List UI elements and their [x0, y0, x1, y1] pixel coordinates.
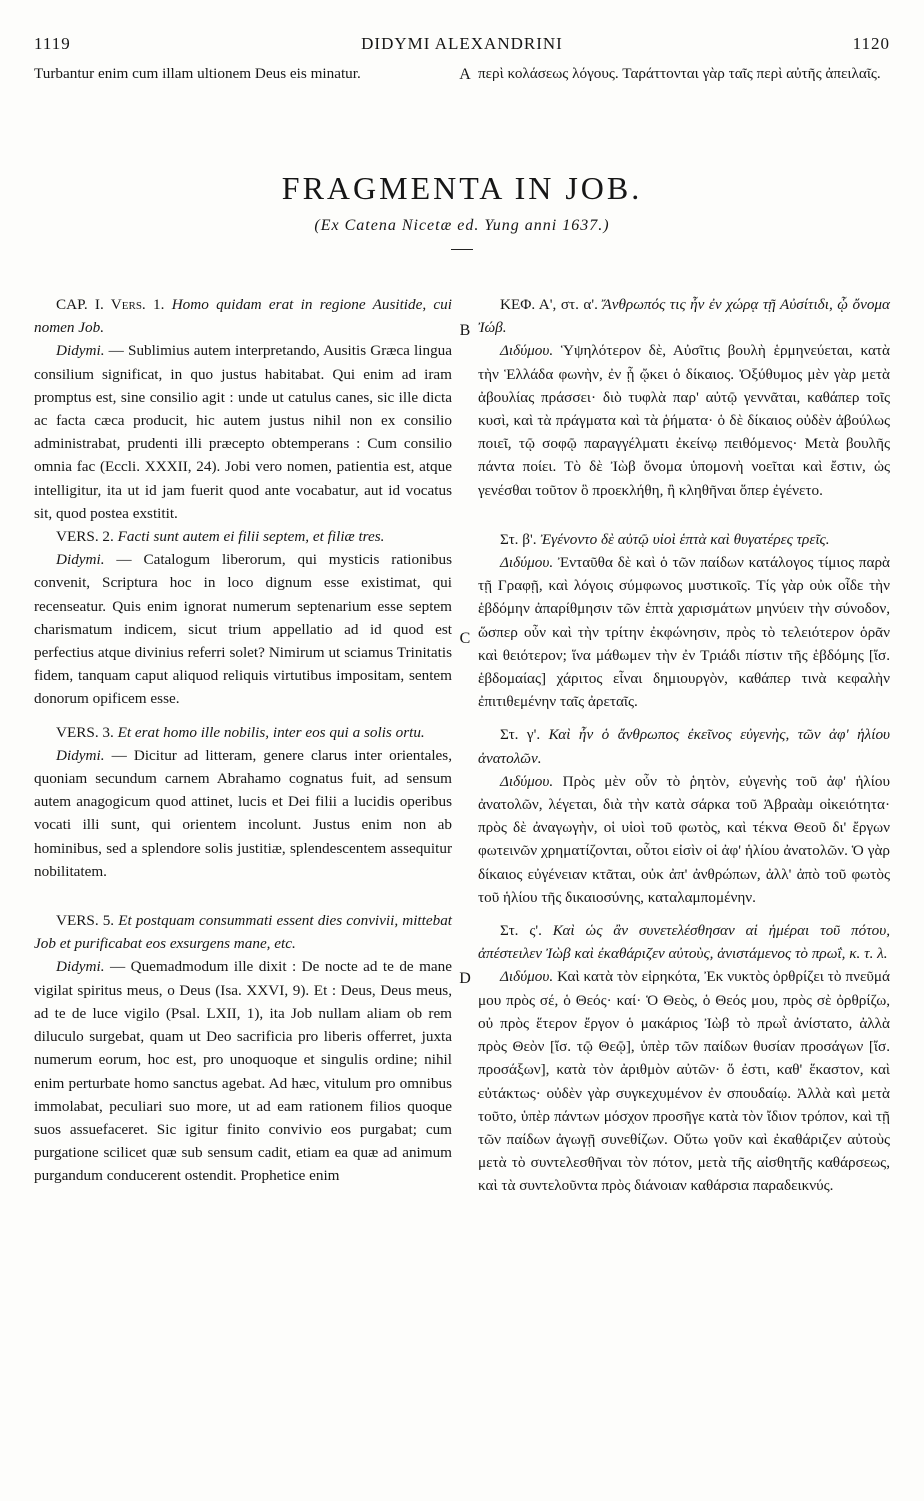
- latin-v3-text: — Dicitur ad litteram, genere clarus inter orientales, quoniam secundum carnem Abrahamo cognatus fuit, ad sensum autem anagogicum quod attinet, lucis et Dei filii a lucidis operibus vocati illi sunt, qui orientem incolunt. Justus enim non ab hominibus, sed a splendore solis justitiæ, splendescentem assequitur nobilitatem.: [34, 746, 453, 880]
- greek-v2-text: Ἐνταῦθα δὲ καὶ ὁ τῶν παίδων κατάλογος τίμιος παρὰ τῇ Γραφῇ, καὶ λόγοις σύμφωνος μυστικοῖς. Τίς γὰρ οὐκ οἶδε τὴν ἑβδόμην ἀπαρίθμησιν τῶν ἑπτὰ χαρισμάτων μηνύειν τὴν σύνοδον, ὥσπερ οὖν καὶ τὴν τρίτην ἐκφώνησιν, πρὸς τὸ τελειότερον ὁρᾶν καὶ θειότερον; ἵνα μάθωμεν τὴν ἐν Τριάδι πίστιν τῆς ἑβδόμης [ἴσ. ἑβδομαίας] χάριτος εἶναι δημιουργὸν, καθάπερ τινὰ κεφαλὴν ἐπιτιθεμένην ταῖς ἀρεταῖς.: [478, 554, 890, 711]
- greek-cap1-text: Ὑψηλότερον δὲ, Αὐσῖτις βουλὴ ἑρμηνεύεται, κατὰ τὴν Ἑλλάδα φωνὴν, ἐν ᾗ ᾤκει ὁ δίκαιος. Ὀξύθυμος μὲν γὰρ μετὰ ἀβουλίας πράσσει· διὸ τυφλὰ παρ' αὐτῷ γεννᾶται, καθάπερ τοῖς κυσὶ, καὶ τὰ πράγματα καὶ τὰ ῥήματα· ὁ δὲ δίκαιος οὐδὲν ἀβούλως ποιεῖ, τῷ σοφῷ παραγγέλματι ἐκείνῳ πειθόμενος· Μετὰ βουλῆς πάντα ποίει. Τὸ δὲ Ἰὼβ ὄνομα ὑπομονὴ νοεῖται καὶ ἔστιν, ὡς γενέσθαι τοῦτον ὃ προεκλήθη, ἢ κληθῆναι ὅπερ ἐγένετο.: [478, 342, 890, 499]
- latin-v3-lemma: [34, 721, 452, 744]
- latin-cap1-lemma-text: Homo quidam erat in regione Ausitide, cui nomen Job.: [34, 296, 452, 337]
- latin-v5-text: — Quemadmodum ille dixit : De nocte ad te de mane vigilat spiritus meus, o Deus (Isa. XXVI, 9). Et : Deus, Deus meus, ad te de luce vigilo (Psal. LXII, 1), ita Job nullam aliam ob rem diluculo surgebat, quam ut Deo sacrificia pro liberis offerret, juxta numerum eorum, hoc est, pro unoquoque et singulis ordine; nihil enim perturbate homo sanctus agebat. Ad hæc, vitulum pro omnibus immolabat, peculiari suo more, ut ad eam rationem filios quoque suos assuefaceret. Sic igitur finito convivio eos purgabat; cum purgatione scilicet quæ sub sensum cadit, etiam ea quæ ad animum purgandum conducerent ostendit. Prophetice enim: [34, 958, 453, 1185]
- latin-v3-lemma-text: Et erat homo ille nobilis, inter eos qui a solis ortu.: [117, 723, 425, 741]
- latin-column: [34, 293, 452, 1188]
- latin-cap1-label: Didymi.: [56, 342, 105, 360]
- greek-v5-comment: [478, 965, 890, 1197]
- greek-cap1-label: Διδύμου.: [500, 342, 554, 360]
- greek-v2-heading: Στ. β'.: [500, 530, 537, 548]
- greek-v3-lemma: [478, 723, 890, 769]
- top-greek-text: περὶ κολάσεως λόγους. Ταράττονται γὰρ ταῖς περὶ αὐτῆς ἀπειλαῖς.: [478, 65, 881, 82]
- greek-v5-lemma-text: Καὶ ὡς ἂν συνετελέσθησαν αἱ ἡμέραι τοῦ πότου, ἀπέστειλεν Ἰὼβ καὶ ἐκαθάριζεν αὐτοὺς, ἀνιστάμενος τὸ πρωΐ, κ. τ. λ.: [478, 922, 891, 963]
- latin-cap1-text: — Sublimius autem interpretando, Ausitis Græca lingua consilium significat, in quo justus habitabat. Qui enim ad iram promptus est, sine consilio agit : unde ut catulus canes, sic ille dicta ac facta cæca producit, hic autem justus nihil non ex consilio administrabat, prudenti illi præcepto obtemperans : Cum consilio omnia fac (Eccli. XXXII, 24). Jobi vero nomen, patientia est, atque intelligitur, ita ut id jam fuerit quod ante vocabatur, aut id vocatus sit, quod postea exstitit.: [34, 342, 452, 522]
- latin-cap1-lemma: [34, 293, 452, 339]
- main-title: FRAGMENTA IN JOB.: [281, 170, 643, 206]
- latin-v2-label: Didymi.: [56, 551, 105, 569]
- margin-letter-d: D: [459, 970, 471, 987]
- latin-v5-comment: [34, 955, 452, 1187]
- latin-v3-comment: [34, 744, 452, 883]
- title-rule: [451, 249, 473, 250]
- running-head: [34, 34, 890, 58]
- greek-v2-lemma: [478, 528, 890, 551]
- left-page-number: 1119: [34, 34, 71, 53]
- latin-cap1-heading: CAP. I. Vers. 1.: [56, 296, 165, 313]
- margin-letter-c: C: [459, 630, 471, 647]
- top-latin-text: Turbantur enim cum illam ultionem Deus eis minatur.: [34, 65, 361, 82]
- greek-v2-lemma-text: Ἐγένοντο δὲ αὐτῷ υἱοὶ ἑπτὰ καὶ θυγατέρες τρεῖς.: [540, 530, 830, 548]
- top-greek-column: [478, 62, 890, 85]
- greek-column: [478, 293, 890, 1198]
- greek-v5-heading: Στ. ς'.: [500, 922, 542, 940]
- latin-v5-heading: VERS. 5.: [56, 912, 115, 930]
- greek-v3-text: Πρὸς μὲν οὖν τὸ ῥητὸν, εὐγενὴς τοῦ ἀφ' ἡλίου ἀνατολῶν, λέγεται, διὰ τὴν κατὰ σάρκα τοῦ Ἀβραὰμ οἰκειότητα· πρὸς δὲ ἀναγωγὴν, οἱ υἱοὶ τοῦ φωτὸς, καὶ τέκνα Θεοῦ δι' ἔργων φωτεινῶν χρηματίζονται, οὗτοι εἰσὶν οἱ ἀφ' ἡλίου ἀνατολῶν. Ὁ γὰρ δίκαιος εὐγένειαν κτᾶται, οὐκ ἀπ' ἀνθρώπων, ἀλλ' ἀπὸ τοῦ φωτὸς τοῦ ἡλίου τῆς δικαιοσύνης, καταλαμπομένην.: [478, 772, 890, 906]
- greek-v3-comment: [478, 770, 890, 909]
- latin-cap1-comment: [34, 339, 452, 525]
- latin-v2-heading: VERS. 2.: [56, 528, 114, 546]
- greek-v2-comment: [478, 551, 890, 713]
- margin-letter-a: A: [459, 66, 471, 83]
- greek-cap1-lemma-text: Ἄνθρωπός τις ἦν ἐν χώρᾳ τῇ Αὐσίτιδι, ᾧ ὄνομα Ἰώβ.: [478, 296, 891, 337]
- latin-v5-label: Didymi.: [56, 958, 105, 976]
- right-page-number: 1120: [852, 34, 890, 53]
- latin-v3-label: Didymi.: [56, 746, 105, 764]
- latin-v5-lemma: [34, 909, 452, 955]
- greek-v3-heading: Στ. γ'.: [500, 726, 541, 744]
- latin-v5-lemma-text: Et postquam consummati essent dies convivii, mittebat Job et purificabat eos exsurgens mane, etc.: [34, 912, 453, 953]
- margin-letter-b: B: [459, 322, 471, 339]
- greek-cap1-lemma: [478, 293, 890, 339]
- title-block: [0, 170, 924, 250]
- greek-v5-label: Διδύμου.: [500, 968, 554, 986]
- greek-v2-label: Διδύμου.: [500, 554, 554, 572]
- latin-v2-lemma-text: Facti sunt autem ei filii septem, et filiæ tres.: [117, 528, 385, 546]
- subtitle: (Ex Catena Nicetæ ed. Yung anni 1637.): [314, 217, 610, 234]
- latin-v3-heading: VERS. 3.: [56, 723, 114, 741]
- greek-v3-lemma-text: Καὶ ἦν ὁ ἄνθρωπος ἐκεῖνος εὐγενὴς, τῶν ἀφ' ἡλίου ἀνατολῶν.: [478, 726, 891, 767]
- running-title: DIDYMI ALEXANDRINI: [361, 34, 563, 53]
- greek-v5-lemma: [478, 919, 890, 965]
- latin-v2-lemma: [34, 525, 452, 548]
- greek-v5-text: Καὶ κατὰ τὸν εἰρηκότα, Ἐκ νυκτὸς ὀρθρίζει τὸ πνεῦμά μου πρὸς σέ, ὁ Θεός· καί· Ὁ Θεὸς, ὁ Θεός μου, πρὸς σὲ ὀρθρίζω, οὐ πρὸς ἕτερον ἔργον ὁ μακάριος Ἰὼβ τὸ πρωῒ ἀνίστατο, ἀλλὰ πρὸς Θεὸν [ἴσ. τῷ Θεῷ], ὑπὲρ τῶν παίδων θυσίαν προσάγων [ἴσ. προσάξων], κατὰ τὸν ἀριθμὸν αὐτῶν· ὅ ἐστι, καθ' ἕκαστον, καὶ εὐτάκτως· οὐδὲν γὰρ συγκεχυμένον ἐν σπουδαίῳ. Ἀλλὰ καὶ μετὰ τοῦτο, ὑπὲρ πάντων μόσχον προσῆγε κατὰ τὸν ἴδιον τρόπον, καὶ τῇ τῶν παίδων ἀγωγῇ συνεθίζων. Οὕτω γοῦν καὶ ἐκαθάριζεν αὐτοὺς μετὰ τὸ συντελεσθῆναι τὸν πότον, μετὰ τῆς αἰσθητῆς καθάρσεως, καὶ τὰ συντελοῦντα πρὸς διάνοιαν καθάρσια παραδεικνύς.: [478, 968, 890, 1195]
- greek-cap1-heading: ΚΕΦ. Α', στ. α'.: [500, 296, 598, 313]
- latin-v2-comment: [34, 548, 452, 710]
- greek-v3-label: Διδύμου.: [500, 772, 554, 790]
- greek-cap1-comment: [478, 339, 890, 501]
- latin-v2-text: — Catalogum liberorum, qui mysticis rationibus convenit, Scriptura hoc in loco dignum esse existimat, qui recenseatur. Quis enim ignorat numerum septenarium esse septem charismatum indicem, sicut trium appellatio ad id quod est perfectius atque divinius referri solet? Nimirum ut sciamus Trinitatis fidem, tanquam caput aliquod reliquis virtutibus impositam, sentem donorum opificem esse.: [34, 551, 453, 708]
- top-latin-column: [34, 62, 452, 85]
